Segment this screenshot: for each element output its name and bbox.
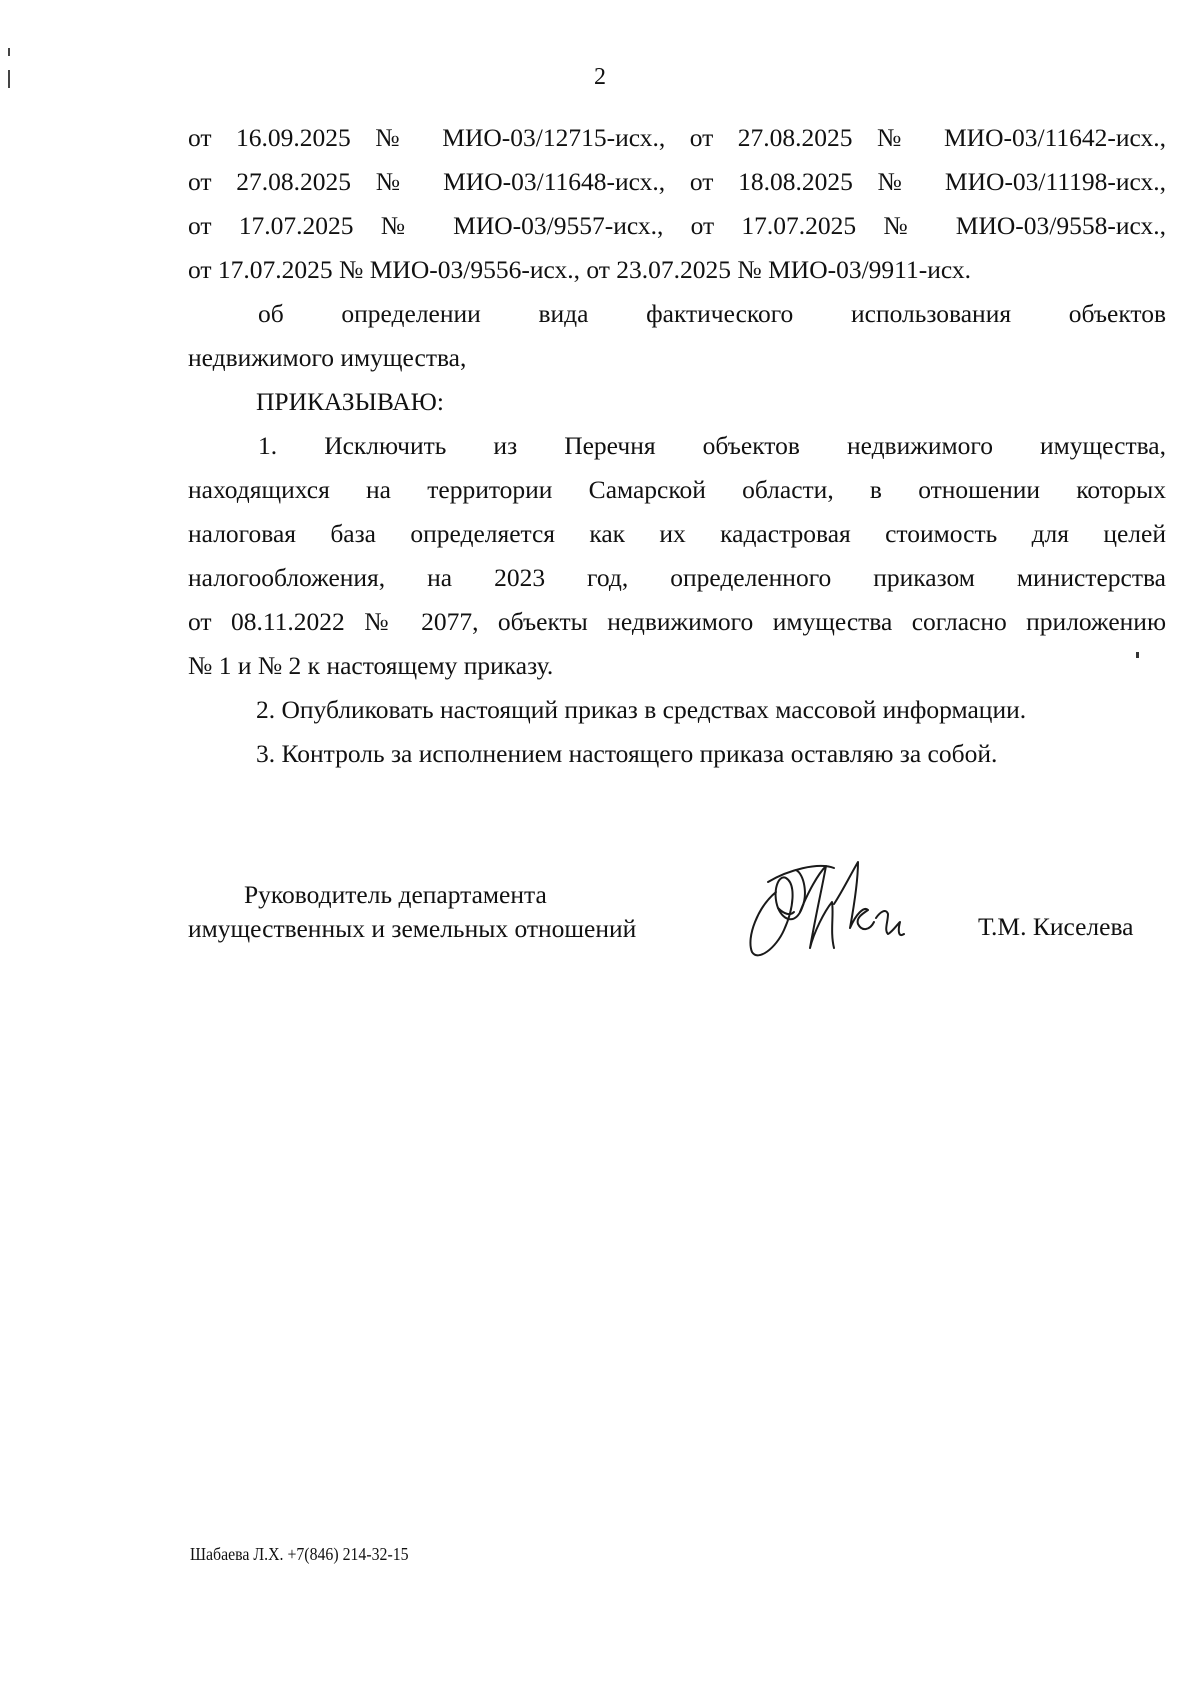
references-paragraph	[188, 116, 1166, 292]
signer-name: Т.М. Киселева	[978, 912, 1134, 941]
reference-line: от 17.07.2025 № МИО-03/9557-исх., от 17.07.2025 № МИО-03/9558-исх.,	[188, 211, 1166, 240]
item-line: 2. Опубликовать настоящий приказ в средствах массовой информации.	[256, 695, 1027, 724]
item-line: 3. Контроль за исполнением настоящего приказа оставляю за собой.	[256, 739, 998, 768]
item-line: № 1 и № 2 к настоящему приказу.	[188, 651, 554, 680]
reference-line: от 27.08.2025 № МИО-03/11648-исх., от 18.08.2025 № МИО-03/11198-исх.,	[188, 167, 1166, 196]
order-item-2	[188, 688, 1200, 732]
about-line: недвижимого имущества,	[188, 343, 467, 372]
position-line: Руководитель департамента	[244, 880, 547, 909]
footer-contact: Шабаева Л.Х. +7(846) 214-32-15	[190, 1544, 409, 1564]
item-line: находящихся на территории Самарской области, в отношении которых	[188, 475, 1166, 504]
about-paragraph	[188, 292, 1166, 380]
signatory-position	[188, 878, 636, 946]
item-line: от 08.11.2022 № 2077, объекты недвижимого имущества согласно приложению	[188, 607, 1166, 636]
handwritten-signature	[738, 852, 918, 962]
order-word: ПРИКАЗЫВАЮ:	[256, 387, 444, 416]
scan-speck	[1136, 652, 1139, 658]
item-line: налогообложения, на 2023 год, определенного приказом министерства	[188, 563, 1166, 592]
item-line: 1. Исключить из Перечня объектов недвижимого имущества,	[258, 431, 1166, 460]
order-item-1	[188, 424, 1166, 688]
order-item-3	[188, 732, 1200, 776]
about-line: об определении вида фактического использования объектов	[258, 299, 1166, 328]
item-line: налоговая база определяется как их кадастровая стоимость для целей	[188, 519, 1166, 548]
position-line: имущественных и земельных отношений	[188, 914, 637, 943]
reference-line: от 17.07.2025 № МИО-03/9556-исх., от 23.07.2025 № МИО-03/9911-исх.	[188, 255, 971, 284]
reference-line: от 16.09.2025 № МИО-03/12715-исх., от 27.08.2025 № МИО-03/11642-исх.,	[188, 123, 1166, 152]
page-number: 2	[594, 64, 606, 90]
